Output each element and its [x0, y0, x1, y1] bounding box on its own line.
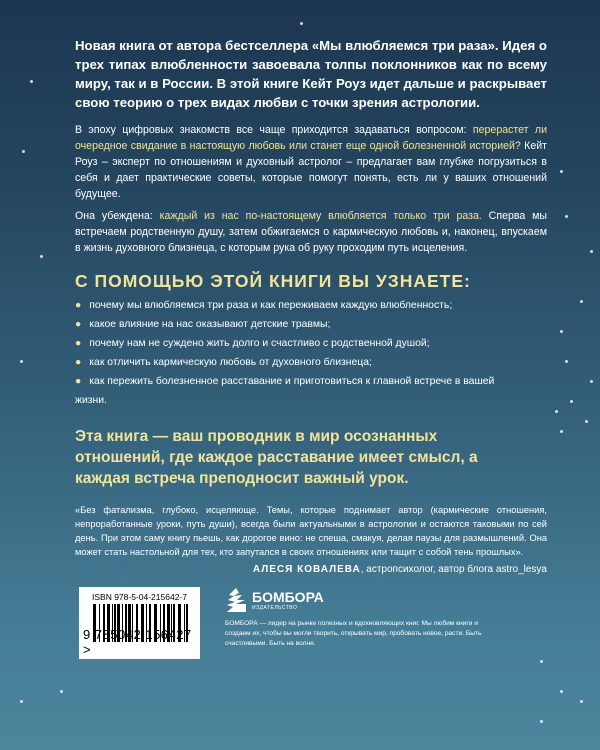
list-item [75, 372, 515, 410]
star-icon [40, 255, 43, 258]
benefits-list [75, 296, 547, 410]
publisher-block [225, 587, 505, 659]
bottom-strip [79, 587, 547, 659]
star-icon [60, 690, 63, 693]
text: Сперва мы встречаем родственную душу, затем обжигаемся о кармическую любовь и, наконец, впускаем в жизнь духовного близнеца, с которым рука об руку проходим путь исцеления. [75, 210, 547, 254]
star-icon [570, 400, 573, 403]
star-icon [565, 360, 568, 363]
list-item-text: как отличить кармическую любовь от духовного близнеца; [89, 357, 372, 368]
text: В эпоху цифровых знакомств все чаще приходится задаваться вопросом: [75, 124, 473, 136]
publisher-logo [225, 587, 505, 613]
star-icon [555, 410, 558, 413]
list-item [75, 334, 547, 353]
publisher-logo-icon [225, 587, 247, 613]
publisher-name: БОМБОРА [252, 588, 324, 605]
text: Кейт Роуз – эксперт по отношениям и духовный астролог – предлагает вам глубже погрузиться в себя и дает практические советы, которые помогут понять, есть ли у ваших отношений будущее. [75, 140, 547, 200]
star-icon [20, 360, 23, 363]
tagline: Эта книга — ваш проводник в мир осознанных отношений, где каждое расставание имеет смысл, а каждая встреча преподносит важный урок. [75, 428, 478, 487]
star-icon [585, 420, 588, 423]
publisher-subtitle: ИЗДАТЕЛЬСТВО [252, 604, 298, 611]
ean-number: 9 785042 156427 > [83, 627, 192, 657]
belief-paragraph [75, 208, 547, 256]
review-quote: «Без фатализма, глубоко, исцеляюще. Темы, которые поднимает автор (кармические отношения, непроработанные уроки, путь души), всегда были актуальными в астрологии и остаются таковыми по сей день. При этом саму книгу пьешь, как дорогое вино: не спеша, смакуя, делая паузы для размышлений. Она может стать настольной для тех, кто запутался в своих отношениях или тащит с собой тень прошлых». [75, 505, 547, 557]
quote-attribution [75, 563, 547, 577]
publisher-description: БОМБОРА — лидер на рынке полезных и вдохновляющих книг. Мы любим книги и создаем их, чтобы вы могли творить, открывать мир, пробовать новое, расти. Быть счастливыми. Быть на волне. [225, 620, 482, 647]
highlight-text: каждый из нас по-настоящему влюбляется только три раза. [159, 210, 482, 222]
star-icon [540, 660, 543, 663]
intro-paragraph: Новая книга от автора бестселлера «Мы влюбляемся три раза». Идея о трех типах влюбленности завоевала толпы поклонников как по всему миру, так и в России. В этой книге Кейт Роуз идет дальше и раскрывает свою теорию о трех видах любви с точки зрения астрологии. [75, 38, 547, 110]
star-icon [540, 720, 543, 723]
star-icon [560, 330, 563, 333]
text: Она убеждена: [75, 210, 160, 222]
star-icon [560, 170, 563, 173]
star-icon [565, 215, 568, 218]
section-heading: С ПОМОЩЬЮ ЭТОЙ КНИГИ ВЫ УЗНАЕТЕ: [75, 271, 471, 291]
star-icon [580, 700, 583, 703]
list-item-text: почему нам не суждено жить долго и счастливо с родственной душой; [89, 338, 430, 349]
star-icon [30, 80, 33, 83]
reviewer-role: , астропсихолог, автор блога astro_lesya [360, 564, 547, 575]
highlight-text: перерастет ли очередное свидание в настоящую любовь или станет еще одной болезненной историей? [75, 124, 547, 152]
bullet-icon: ● [75, 319, 82, 330]
star-icon [590, 380, 593, 383]
list-item-text: почему мы влюбляемся три раза и как переживаем каждую влюбленность; [89, 300, 453, 311]
star-icon [560, 690, 563, 693]
bullet-icon: ● [75, 338, 82, 349]
list-item-text: какое влияние на нас оказывают детские травмы; [89, 319, 331, 330]
bullet-icon: ● [75, 357, 82, 368]
star-icon [560, 430, 563, 433]
star-icon [22, 150, 25, 153]
list-item [75, 296, 547, 315]
star-icon [590, 250, 593, 253]
star-icon [300, 22, 303, 25]
reviewer-name: АЛЕСЯ КОВАЛЕВА [252, 564, 361, 575]
bullet-icon: ● [75, 376, 82, 387]
bullet-icon: ● [75, 300, 82, 311]
list-item [75, 315, 547, 334]
description-paragraph [75, 122, 547, 202]
list-item [75, 353, 547, 372]
star-icon [20, 700, 23, 703]
isbn-text: ISBN 978-5-04-215642-7 [92, 592, 187, 602]
list-item-text: как пережить болезненное расставание и приготовиться к главной встрече в вашей жизни. [75, 376, 495, 406]
isbn-barcode [79, 587, 200, 659]
star-icon [580, 300, 583, 303]
